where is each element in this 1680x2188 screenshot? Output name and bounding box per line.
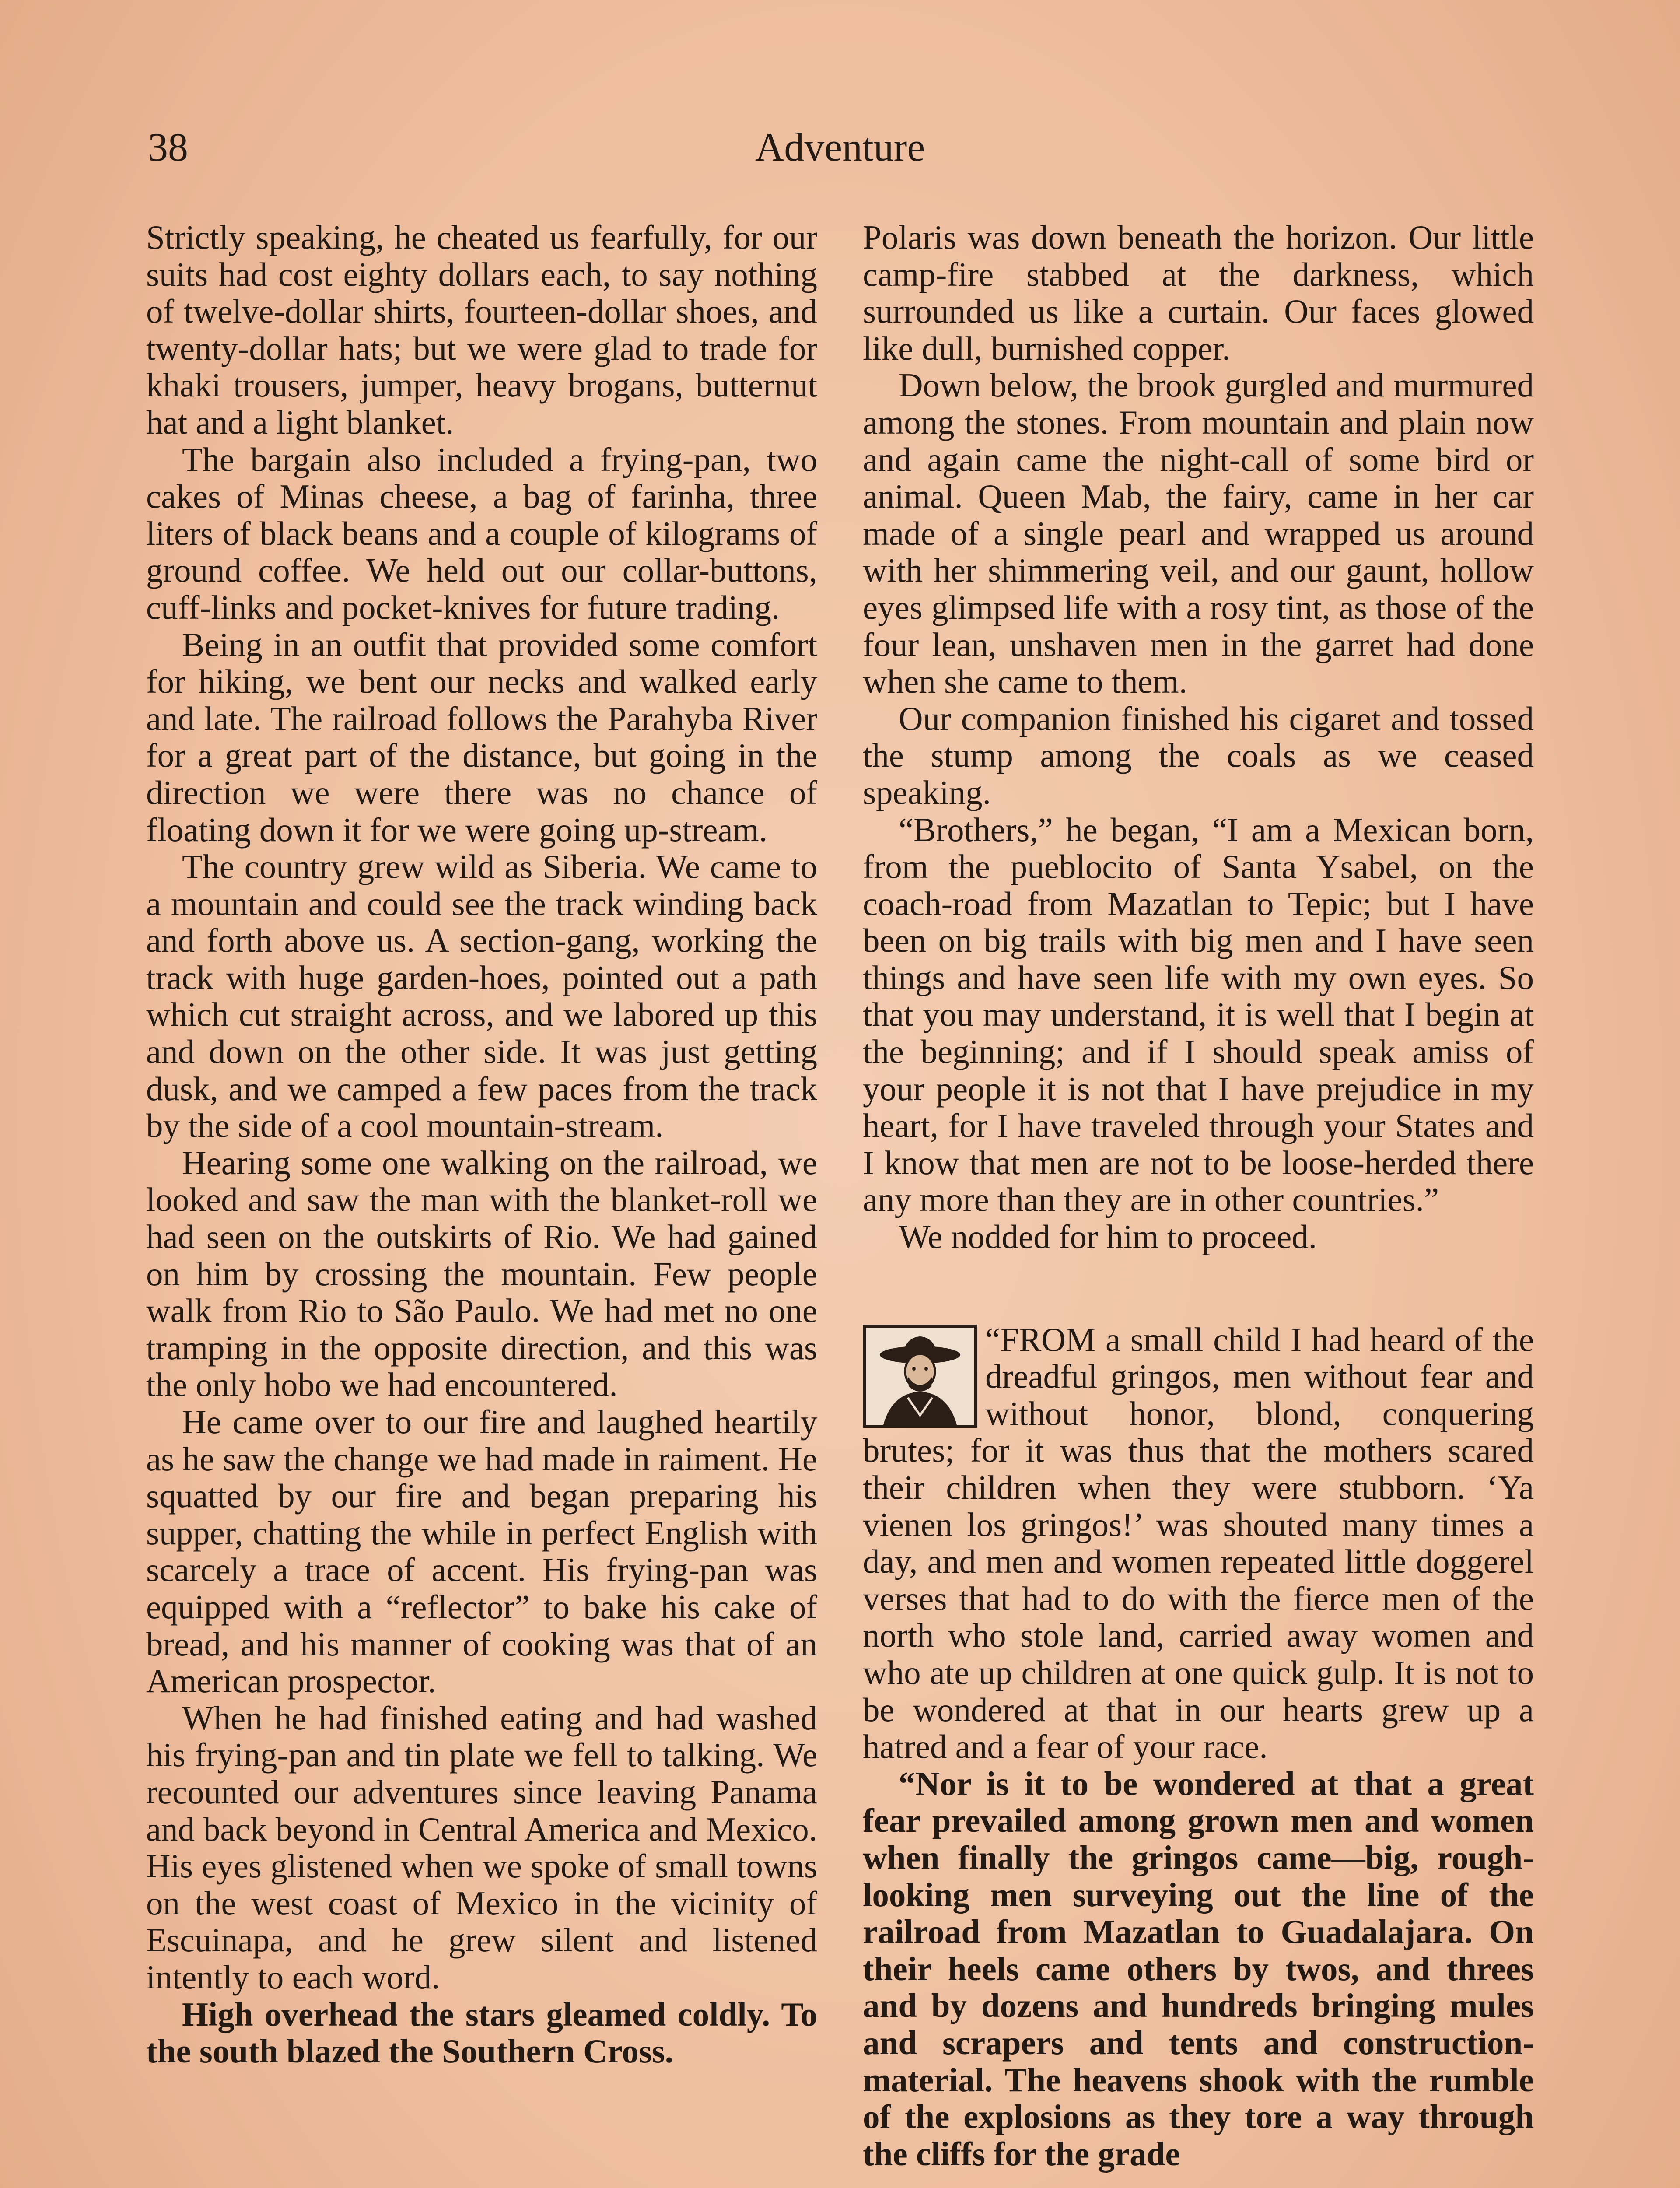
paragraph: Down below, the brook gurgled and murmured among the stones. From mountain and plain now and again came the night-call of some bird or animal. Queen Mab, the fairy, came in her car made of a single pearl and wrapped us around with her shimmering veil, and our gaunt, hollow eyes glimpsed life with a rosy tint, as those of the four lean, unshaven men in the garret had done when she came to them. [863,366,1534,701]
left-column [146,219,817,2070]
paragraph: Polaris was down beneath the horizon. Our little camp-fire stabbed at the darkness, which surrounded us like a curtain. Our faces glowed like dull, burnished copper. [863,218,1534,367]
man-in-sombrero-icon [866,1328,974,1425]
paragraph: He came over to our fire and laughed heartily as he saw the change we had made in raiment. He squatted by our fire and began preparing his supper, chatting the while in perfect English with scarcely a trace of accent. His frying-pan was equipped with a “reflector” to bake his cake of bread, and his manner of cooking was that of an American prospector. [146,1403,817,1700]
paragraph: High overhead the stars gleamed coldly. To the south blazed the Southern Cross. [146,1995,817,2070]
paragraph: Being in an outfit that provided some comfort for hiking, we bent our necks and walked early and late. The railroad follows the Parahyba River for a great part of the distance, but going in the direction we were there was no chance of floating down it for we were going up-stream. [146,625,817,849]
dropcap-illustration-icon [863,1325,977,1428]
dropcap-paragraph: “FROM a small child I had heard of the dreadful gringos, men without fear and without honor, blond, conquering brutes; for it was thus that the mothers scared their children when they were stubborn. ‘Ya vienen los gringos!’ was shouted many times a day, and men and women repeated little doggerel verses that had to do with the fierce men of the north who stole land, carried away women and who ate up children at one quick gulp. It is not to be wondered at that in our hearts grew up a hatred and a fear of your race. [863,1320,1534,1766]
paragraph: The country grew wild as Siberia. We came to a mountain and could see the track winding back and forth above us. A section-gang, working the track with huge garden-hoes, pointed out a path which cut straight across, and we labored up this and down on the other side. It was just getting dusk, and we camped a few paces from the track by the side of a cool mountain-stream. [146,848,817,1145]
paragraph: Hearing some one walking on the railroad, we looked and saw the man with the blanket-roll we had seen on the outskirts of Rio. We had gained on him by crossing the mountain. Few people walk from Rio to São Paulo. We had met no one tramping in the opposite direction, and this was the only hobo we had encountered. [146,1143,817,1404]
page-number: 38 [148,125,188,169]
paragraph: “Nor is it to be wondered at that a great fear prevailed among grown men and women when finally the gringos came—big, rough-looking men surveying out the line of the railroad from Mazatlan to Guadalajara. On their heels came others by twos, and threes and by dozens and hundreds bringing mules and scrapers and tents and construction-material. The heavens shook with the rumble of the explosions as they tore a way through the cliffs for the grade [863,1764,1534,2173]
magazine-title: Adventure [755,125,925,169]
paragraph: We nodded for him to proceed. [899,1218,1317,1256]
paragraph: When he had finished eating and had washed his frying-pan and tin plate we fell to talking. We recounted our adventures since leaving Panama and back beyond in Central America and Mexico. His eyes glistened when we spoke of small towns on the west coast of Mexico in the vicinity of Escuinapa, and he grew silent and listened intently to each word. [146,1699,817,1996]
illustrated-dropcap-section [863,1321,1534,1765]
right-column [863,219,1534,2172]
paragraph: Strictly speaking, he cheated us fearfully, for our suits had cost eighty dollars each, to say nothing of twelve-dollar shirts, fourteen-dollar shoes, and twenty-dollar hats; but we were glad to trade for khaki trousers, jumper, heavy brogans, butternut hat and a light blanket. [146,218,817,441]
paragraph: “Brothers,” he began, “I am a Mexican born, from the pueblocito of Santa Ysabel, on the coach-road from Mazatlan to Tepic; but I have been on big trails with big men and I have seen things and have seen life with my own eyes. So that you may understand, it is well that I begin at the beginning; and if I should speak amiss of your people it is not that I have prejudice in my heart, for I have traveled through your States and I know that men are not to be loose-herded there any more than they are in other countries.” [863,810,1534,1219]
paragraph: The bargain also included a frying-pan, two cakes of Minas cheese, a bag of farinha, three liters of black beans and a couple of kilograms of ground coffee. We held out our collar-buttons, cuff-links and pocket-knives for future trading. [146,440,817,626]
paragraph: Our companion finished his cigaret and tossed the stump among the coals as we ceased speaking. [863,699,1534,811]
